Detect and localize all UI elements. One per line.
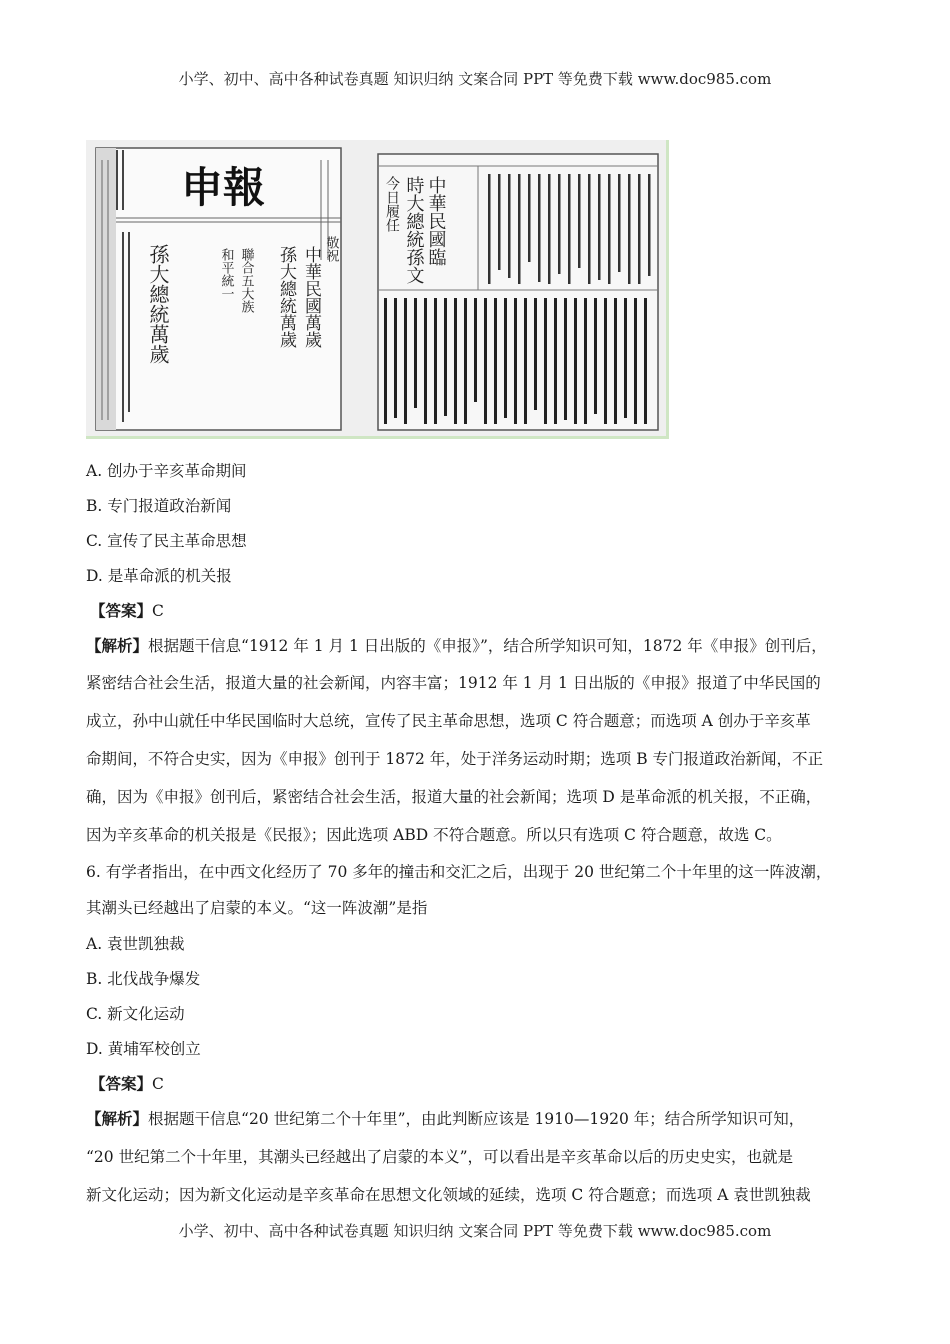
right-column-1: 中華民國臨 — [425, 176, 447, 266]
q5-answer-label: 【答案】 — [90, 601, 153, 620]
q6-stem-line-1: 6. 有学者指出，在中西文化经历了 70 多年的撞击和交汇之后，出现于 20 世纪第二个十年里的这一阵波潮， — [86, 863, 832, 881]
q5-analysis-line-5: 确，因为《申报》创刊后，紧密结合社会生活，报道大量的社会新闻；选项 D 是革命派的机关报，不正确， — [86, 788, 822, 806]
left-column-2: 孫大總統萬歲 — [276, 246, 296, 348]
q5-answer-value: C — [152, 602, 164, 620]
q5-analysis-line-3: 成立，孙中山就任中华民国临时大总统，宣传了民主革命思想，选项 C 符合题意；而选项 A 创办于辛亥革 — [86, 712, 811, 730]
q5-answer — [90, 601, 890, 621]
page-footer: 小学、初中、高中各种试卷真题 知识归纳 文案合同 PPT 等免费下载 www.doc985.com — [178, 1222, 772, 1240]
q6-option-c: C. 新文化运动 — [86, 1005, 185, 1023]
left-column-1: 中華民國萬歲 — [301, 246, 321, 348]
q6-option-b: B. 北伐战争爆发 — [86, 970, 201, 988]
q6-stem-line-2: 其潮头已经越出了启蒙的本义。“这一阵波潮”是指 — [86, 899, 428, 917]
q6-analysis-text-1: 根据题干信息“20 世纪第二个十年里”，由此判断应该是 1910—1920 年；结合所学知识可知， — [148, 1110, 805, 1128]
q6-answer-label: 【答案】 — [90, 1074, 153, 1093]
q5-analysis-line-4: 命期间，不符合史实，因为《申报》创刊于 1872 年，处于洋务运动时期；选项 B 专门报道政治新闻，不正 — [86, 750, 824, 768]
q5-analysis-label: 【解析】 — [86, 636, 149, 655]
q6-option-d: D. 黄埔军校创立 — [86, 1040, 201, 1058]
q5-analysis-text-1: 根据题干信息“1912 年 1 月 1 日出版的《申报》”，结合所学知识可知，1872 年《申报》创刊后， — [148, 637, 827, 655]
q5-option-c: C. 宣传了民主革命思想 — [86, 532, 247, 550]
q6-answer-value: C — [152, 1075, 164, 1093]
q6-analysis-line-2: “20 世纪第二个十年里，其潮头已经越出了启蒙的本义”，可以看出是辛亥革命以后的历史史实，也就是 — [86, 1148, 794, 1166]
q5-option-b: B. 专门报道政治新闻 — [86, 497, 232, 515]
q5-option-a: A. 创办于辛亥革命期间 — [86, 462, 247, 480]
q6-analysis-line-1 — [86, 1109, 886, 1129]
q5-option-d: D. 是革命派的机关报 — [86, 567, 232, 585]
q5-analysis-line-2: 紧密结合社会生活，报道大量的社会新闻，内容丰富；1912 年 1 月 1 日出版的《申报》报道了中华民国的 — [86, 674, 821, 692]
q6-analysis-label: 【解析】 — [86, 1109, 149, 1128]
left-column-5: 聯合五大族 — [238, 248, 254, 313]
right-column-3: 今日履任 — [384, 176, 400, 232]
q5-analysis-line-1 — [86, 636, 886, 656]
q6-analysis-line-3: 新文化运动；因为新文化运动是辛亥革命在思想文化领域的延续，选项 C 符合题意；而选项 A 袁世凯独裁 — [86, 1186, 811, 1204]
left-column-6: 和平統一 — [218, 248, 234, 300]
left-column-4: 孫大總統萬歲 — [146, 244, 170, 364]
newspaper-masthead: 申報 — [181, 163, 266, 212]
left-column-3: 敬祝 — [323, 236, 339, 262]
q5-analysis-line-6: 因为辛亥革命的机关报是《民报》；因此选项 ABD 不符合题意。所以只有选项 C 符合题意，故选 C。 — [86, 826, 782, 844]
q6-answer — [90, 1074, 890, 1094]
right-column-2: 時大總統孫文 — [403, 176, 425, 284]
q6-option-a: A. 袁世凯独裁 — [86, 935, 185, 953]
newspaper-photo — [86, 140, 669, 439]
page-header: 小学、初中、高中各种试卷真题 知识归纳 文案合同 PPT 等免费下载 www.doc985.com — [178, 70, 772, 88]
